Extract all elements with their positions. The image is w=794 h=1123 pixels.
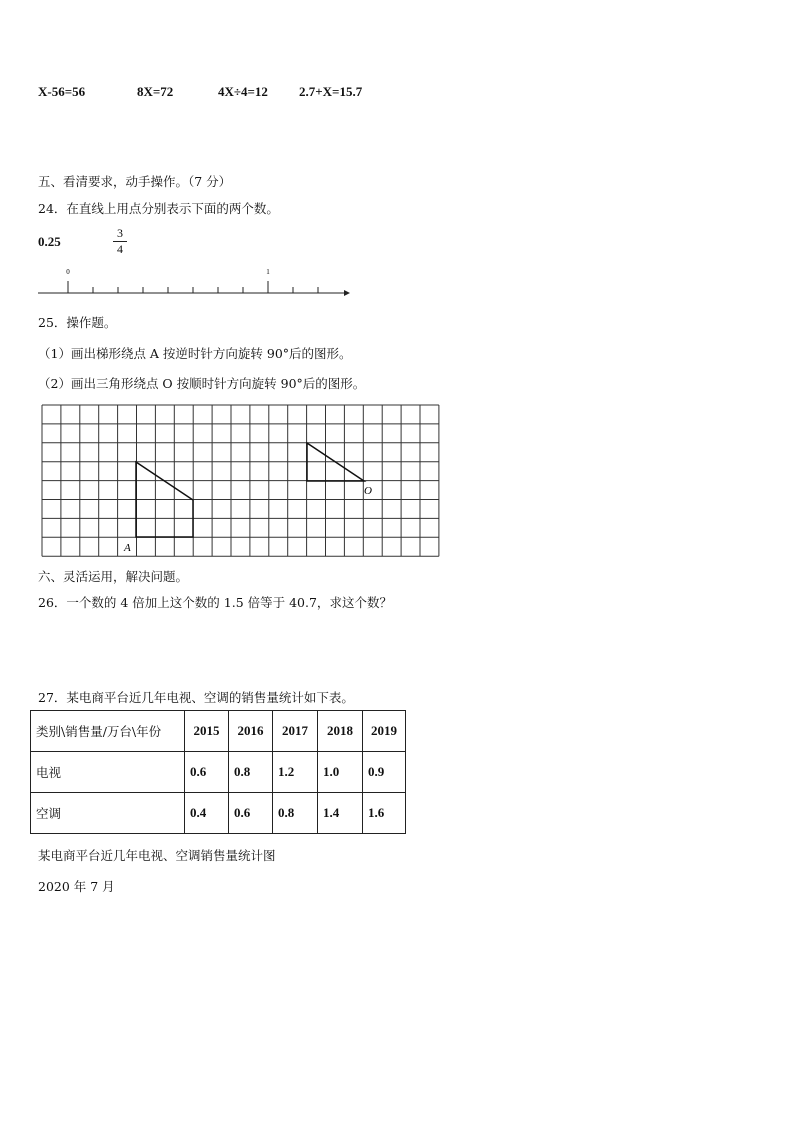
question-27-prompt: 27．某电商平台近几年电视、空调的销售量统计如下表。 <box>38 690 354 705</box>
table-corner-header: 类别\销售量/万台\年份 <box>31 711 185 752</box>
fraction-denominator: 4 <box>117 242 123 256</box>
equation-1: X-56=56 <box>38 84 86 99</box>
table-row-label: 空调 <box>31 793 185 834</box>
grid-lines <box>42 405 439 556</box>
table-cell: 0.8 <box>273 793 318 834</box>
table-header-year: 2016 <box>229 711 273 752</box>
equation-3: 4X÷4=12 <box>218 84 268 99</box>
section-6-title: 六、灵活运用，解决问题。 <box>38 569 189 584</box>
table-row-tv <box>31 752 406 793</box>
question-25-part-2: （2）画出三角形绕点 O 按顺时针方向旋转 90°后的图形。 <box>38 376 366 391</box>
chart-date: 2020 年 7 月 <box>38 879 115 894</box>
table-header-row <box>31 711 406 752</box>
equation-4: 2.7+X=15.7 <box>299 84 363 99</box>
question-24-prompt: 24．在直线上用点分别表示下面的两个数。 <box>38 201 279 216</box>
table-row-label: 电视 <box>31 752 185 793</box>
point-o-label: O <box>364 485 372 497</box>
table-row-ac <box>31 793 406 834</box>
table-header-year: 2015 <box>185 711 229 752</box>
section-5-title: 五、看清要求，动手操作。（7 分） <box>38 174 232 189</box>
arrow-right-icon <box>344 290 350 296</box>
table-cell: 1.0 <box>318 752 363 793</box>
fraction-three-quarters <box>113 227 127 256</box>
point-a-label: A <box>124 542 131 554</box>
table-header-year: 2017 <box>273 711 318 752</box>
rotation-grid[interactable] <box>40 403 442 561</box>
fraction-numerator: 3 <box>117 226 123 240</box>
table-cell: 1.6 <box>363 793 406 834</box>
table-cell: 1.4 <box>318 793 363 834</box>
number-line[interactable] <box>30 262 360 302</box>
table-cell: 0.4 <box>185 793 229 834</box>
sales-table <box>30 710 406 834</box>
question-25-prompt: 25．操作题。 <box>38 315 117 330</box>
table-cell: 0.9 <box>363 752 406 793</box>
table-header-year: 2019 <box>363 711 406 752</box>
table-cell: 0.6 <box>185 752 229 793</box>
table-cell: 0.8 <box>229 752 273 793</box>
table-cell: 0.6 <box>229 793 273 834</box>
table-header-year: 2018 <box>318 711 363 752</box>
question-25-part-1: （1）画出梯形绕点 A 按逆时针方向旋转 90°后的图形。 <box>38 346 352 361</box>
number-line-label-1: 1 <box>266 268 270 276</box>
number-line-label-0: 0 <box>66 268 70 276</box>
question-26-prompt: 26．一个数的 4 倍加上这个数的 1.5 倍等于 40.7，求这个数？ <box>38 595 392 610</box>
decimal-value: 0.25 <box>38 234 61 249</box>
chart-title: 某电商平台近几年电视、空调销售量统计图 <box>38 848 276 863</box>
table-cell: 1.2 <box>273 752 318 793</box>
equation-2: 8X=72 <box>137 84 174 99</box>
